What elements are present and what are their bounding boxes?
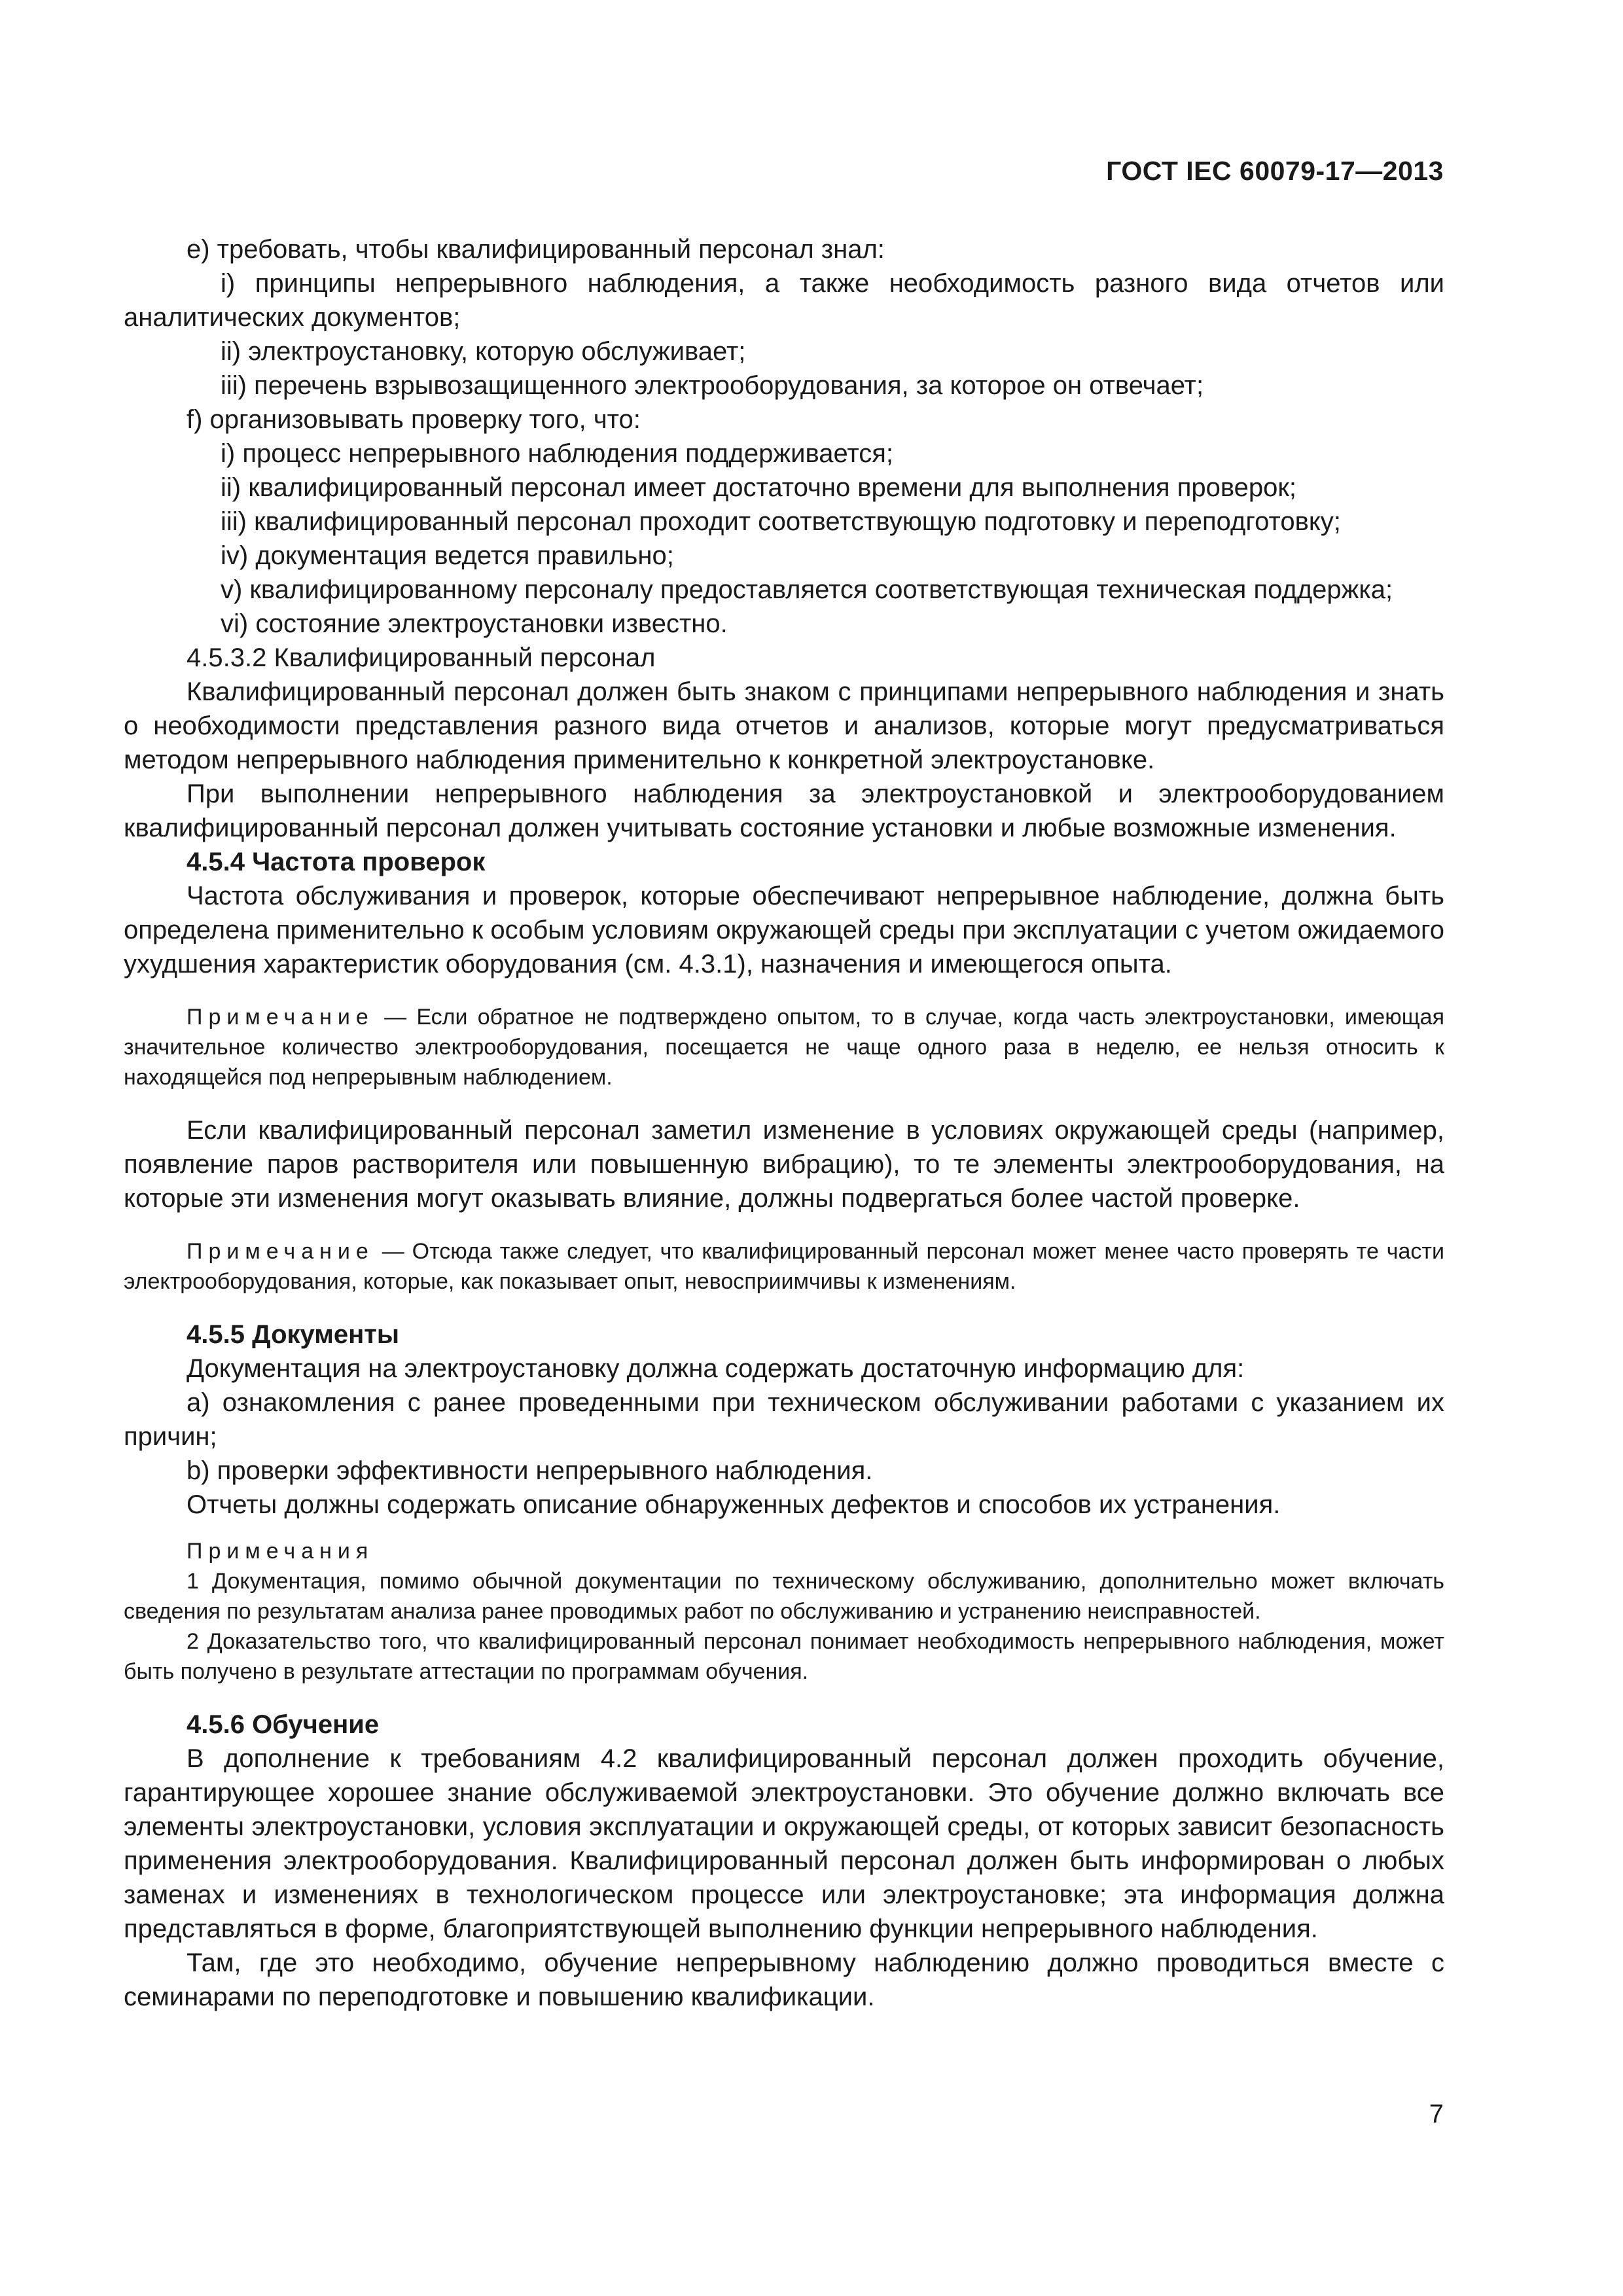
list-f-lead: f) организовывать проверку того, что:: [187, 405, 641, 434]
note-label: Примечание: [187, 1239, 374, 1264]
notes-label: Примечания: [187, 1539, 374, 1564]
list-e-item-i: i) принципы непрерывного наблюдения, а также необходимость разного вида отчетов или аналитических документов;: [124, 269, 1444, 332]
section-4532-paragraph-1: Квалифицированный персонал должен быть знаком с принципами непрерывного наблюдения и знать о необходимости представления разного вида отчетов и анализов, которые могут предусматриваться методом непрерывного наблюдения применительно к конкретной электроустановке.: [124, 677, 1444, 774]
section-4532-paragraph-2: При выполнении непрерывного наблюдения за электроустановкой и электрооборудованием квалифицированный персонал должен учитывать состояние установки и любые возможные изменения.: [124, 780, 1444, 842]
page-number: 7: [1429, 2100, 1444, 2128]
section-456-heading: 4.5.6 Обучение: [187, 1710, 380, 1739]
list-f-item-iii: iii) квалифицированный персонал проходит соответствующую подготовку и переподготовку;: [221, 507, 1341, 536]
section-454-heading: 4.5.4 Частота проверок: [187, 848, 486, 876]
list-f-item-i: i) процесс непрерывного наблюдения поддерживается;: [221, 439, 894, 468]
section-454-paragraph-2: Если квалифицированный персонал заметил изменение в условиях окружающей среды (например, появление паров растворителя или повышенную вибрацию), то те элементы электрооборудования, на которые эти изменения могут оказывать влияние, должны подвергаться более частой проверке.: [124, 1116, 1444, 1213]
section-455-note-1: 1 Документация, помимо обычной документации по техническому обслуживанию, дополнительно может включать сведения по результатам анализа ранее проводимых работ по обслуживанию и устранению неисправностей.: [124, 1569, 1444, 1624]
list-f-item-v: v) квалифицированному персоналу предоставляется соответствующая техническая поддержка;: [221, 575, 1393, 604]
section-454-note-1: [124, 1002, 1444, 1092]
list-e-item-ii: ii) электроустановку, которую обслуживает;: [221, 337, 746, 366]
section-454-note-2: [124, 1236, 1444, 1297]
note-text: — Отсюда также следует, что квалифицированный персонал может менее часто проверять те части электрооборудования, которые, как показывает опыт, невосприимчивы к изменениям.: [124, 1239, 1444, 1294]
list-e-lead: e) требовать, чтобы квалифицированный персонал знал:: [187, 235, 885, 264]
standard-header: ГОСТ IEC 60079-17—2013: [1106, 156, 1444, 186]
list-f-item-ii: ii) квалифицированный персонал имеет достаточно времени для выполнения проверок;: [221, 473, 1297, 502]
section-455-notes-label: [124, 1536, 1444, 1566]
list-f-item-iv: iv) документация ведется правильно;: [221, 541, 674, 570]
section-455-heading: 4.5.5 Документы: [187, 1320, 399, 1349]
section-455-note-2: 2 Доказательство того, что квалифицированный персонал понимает необходимость непрерывного наблюдения, может быть получено в результате аттестации по программам обучения.: [124, 1629, 1444, 1684]
section-4532-heading: 4.5.3.2 Квалифицированный персонал: [187, 643, 656, 672]
section-456-paragraph-1: В дополнение к требованиям 4.2 квалифицированный персонал должен проходить обучение, гарантирующее хорошее знание обслуживаемой электроустановки. Это обучение должно включать все элементы электроустановки, условия эксплуатации и окружающей среды, от которых зависит безопасность применения электрооборудования. Квалифицированный персонал должен быть информирован о любых заменах и изменениях в технологическом процессе или электроустановке; эта информация должна представляться в форме, благоприятствующей выполнению функции непрерывного наблюдения.: [124, 1744, 1444, 1943]
page-content: [124, 232, 1444, 2014]
note-text: — Если обратное не подтверждено опытом, то в случае, когда часть электроустановки, имеющая значительное количество электрооборудования, посещается не чаще одного раза в неделю, ее нельзя относить к находящейся под непрерывным наблюдением.: [124, 1005, 1444, 1090]
list-f-item-vi: vi) состояние электроустановки известно.: [221, 609, 728, 638]
section-455-item-a: a) ознакомления с ранее проведенными при техническом обслуживании работами с указанием их причин;: [124, 1388, 1444, 1451]
section-454-paragraph-1: Частота обслуживания и проверок, которые обеспечивают непрерывное наблюдение, должна быть определена применительно к особым условиям окружающей среды при эксплуатации с учетом ожидаемого ухудшения характеристик оборудования (см. 4.3.1), назначения и имеющегося опыта.: [124, 882, 1444, 978]
section-456-paragraph-2: Там, где это необходимо, обучение непрерывному наблюдению должно проводиться вместе с семинарами по переподготовке и повышению квалификации.: [124, 1948, 1444, 2011]
section-455-paragraph-2: Отчеты должны содержать описание обнаруженных дефектов и способов их устранения.: [187, 1490, 1281, 1519]
section-455-item-b: b) проверки эффективности непрерывного наблюдения.: [187, 1456, 873, 1485]
section-455-paragraph-1: Документация на электроустановку должна содержать достаточную информацию для:: [187, 1354, 1245, 1383]
note-label: Примечание: [187, 1005, 374, 1030]
list-e-item-iii: iii) перечень взрывозащищенного электрооборудования, за которое он отвечает;: [221, 371, 1204, 400]
